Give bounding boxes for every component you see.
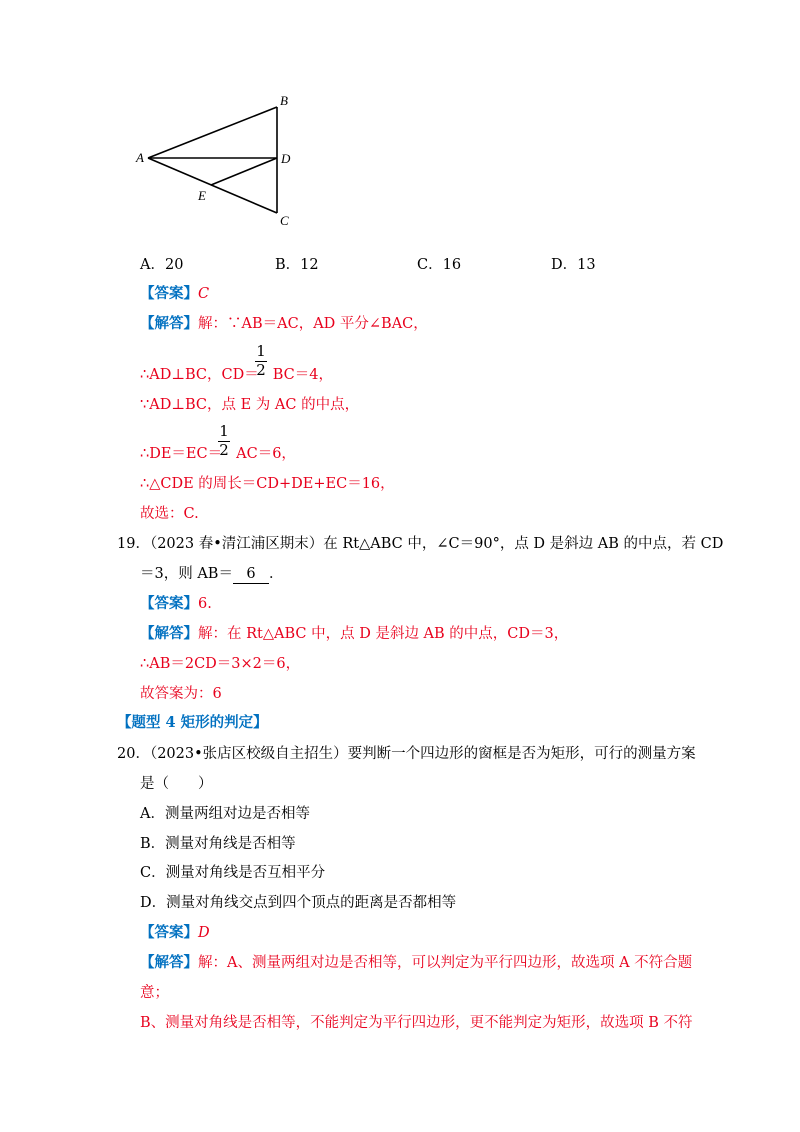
solution-line-6: 故选：C. (140, 506, 199, 522)
point-label-d: D (281, 151, 291, 166)
option-d: D．测量对角线交点到四个顶点的距离是否都相等 (140, 895, 457, 911)
question-19-stem-2: ＝3，则 AB＝ 6 ． (140, 566, 284, 582)
point-label-e: E (198, 188, 206, 203)
question-20-stem-2: 是（ ） (140, 776, 213, 792)
answer-line: 【答案】D (140, 924, 210, 941)
solution-line-3: 故答案为：6 (140, 686, 222, 702)
solution-line-2: 意； (140, 985, 169, 1001)
answer-line: 【答案】6. (140, 595, 212, 612)
option-c: C．测量对角线是否互相平分 (140, 865, 326, 881)
solution-line-2: ∴AB＝2CD＝3×2＝6， (140, 656, 301, 672)
segment-ab (148, 107, 277, 158)
section-heading: 【题型 4 矩形的判定】 (117, 714, 268, 731)
option-b: B．测量对角线是否相等 (140, 836, 296, 852)
solution-line-3: ∵AD⊥BC，点 E 为 AC 的中点， (140, 397, 360, 413)
option-c: C．16 (417, 257, 462, 273)
point-label-b: B (280, 93, 288, 108)
option-b: B．12 (275, 257, 319, 273)
solution-line-1: 【解答】解：在 Rt△ABC 中，点 D 是斜边 AB 的中点，CD＝3， (140, 625, 569, 642)
solution-line-4: ∴DE＝EC＝ AC＝6， (140, 446, 296, 462)
answer-blank: 6 (233, 565, 269, 584)
segment-de (211, 158, 277, 185)
solution-line-5: ∴△CDE 的周长＝CD+DE+EC＝16， (140, 476, 395, 492)
solution-line-3: B、测量对角线是否相等，不能判定为平行四边形，更不能判定为矩形，故选项 B 不符 (140, 1015, 693, 1031)
question-20-stem-1: 20．（2023•张店区校级自主招生）要判断一个四边形的窗框是否为矩形，可行的测量方案 (117, 746, 696, 762)
solution-line-2: ∴AD⊥BC，CD＝ BC＝4， (140, 367, 333, 383)
answer-line: 【答案】C (140, 285, 210, 302)
solution-line-1: 【解答】解：∵AB＝AC，AD 平分∠BAC， (140, 315, 428, 332)
option-a: A．测量两组对边是否相等 (140, 806, 310, 822)
option-a: A．20 (140, 257, 184, 273)
question-19-stem-1: 19．（2023 春•清江浦区期末）在 Rt△ABC 中，∠C＝90°，点 D 是斜边 AB 的中点，若 CD (117, 536, 724, 552)
point-label-a: A (136, 150, 144, 165)
fraction-numerator: 1 (219, 422, 229, 440)
option-d: D．13 (551, 257, 596, 273)
fraction-denominator: 2 (256, 361, 266, 379)
fraction-numerator: 1 (256, 342, 266, 360)
point-label-c: C (280, 213, 289, 228)
triangle-figure (130, 88, 300, 233)
fraction-denominator: 2 (219, 441, 229, 459)
solution-line-1: 【解答】解：A、测量两组对边是否相等，可以判定为平行四边形，故选项 A 不符合题 (140, 954, 693, 971)
